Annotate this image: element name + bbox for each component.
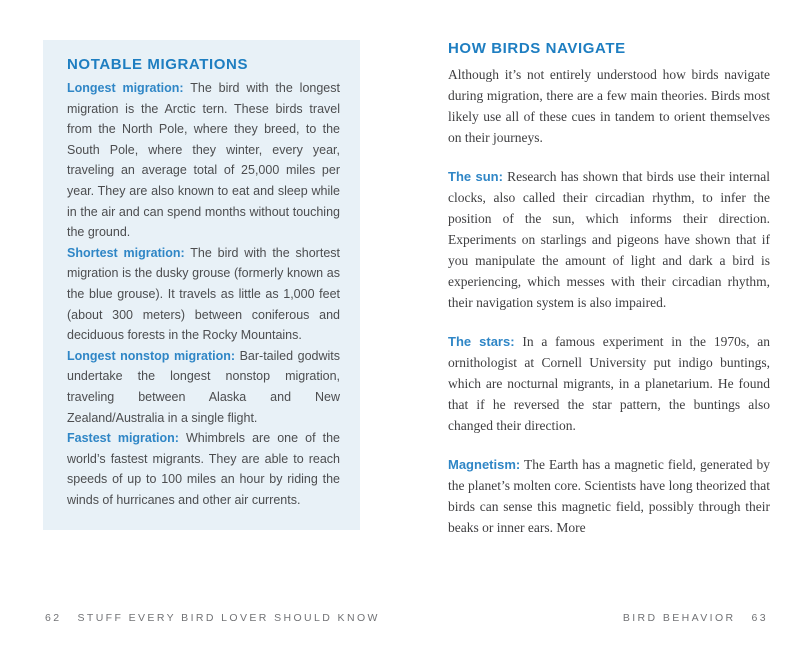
paragraph-label: The sun: <box>448 169 503 184</box>
how-birds-navigate-section <box>448 40 770 556</box>
infobox-title: NOTABLE MIGRATIONS <box>67 56 249 73</box>
book-title: STUFF EVERY BIRD LOVER SHOULD KNOW <box>77 612 380 624</box>
running-foot-left <box>45 612 380 624</box>
migration-entry-fastest <box>67 428 340 510</box>
notable-migrations-box <box>43 40 360 530</box>
section-title: HOW BIRDS NAVIGATE <box>448 40 626 57</box>
page-number-left: 62 <box>45 612 62 624</box>
migration-entry-longest <box>67 78 340 243</box>
entry-text: The bird with the shortest migration is the dusky grouse (formerly known as the blue grouse). It travels as little as 1,000 feet (about 300 meters) between coniferous and deciduous forests in the Rocky Mountains. <box>67 245 340 343</box>
chapter-title: BIRD BEHAVIOR <box>622 612 736 624</box>
paragraph-label: The stars: <box>448 334 515 349</box>
running-foot-right <box>623 612 768 624</box>
entry-label: Fastest migration: <box>67 431 179 446</box>
page-number-right: 63 <box>751 612 768 624</box>
entry-text: Bar-tailed godwits undertake the longest nonstop migration, traveling between Alaska and New Zealand/Australia in a single flight. <box>67 348 340 425</box>
paragraph-label: Magnetism: <box>448 457 521 472</box>
paragraph-text: The Earth has a magnetic field, generated by the planet’s molten core. Scientists have long theorized that birds can sense this magnetic field, possibly through their beaks or inner ears. More <box>448 457 770 535</box>
paragraph-text: Research has shown that birds use their internal clocks, also called their circadian rhythm, to infer the position of the sun, which informs their direction. Experiments on starlings and pigeons have shown that if you manipulate the amount of light and dark a bird is experiencing, which messes with their circadian rhythm, their navigation system is also impaired. <box>448 169 770 310</box>
entry-text: The bird with the longest migration is the Arctic tern. These birds travel from the North Pole, where they breed, to the South Pole, where they winter, every year, traveling an average total of 25,000 miles per year. They are also known to eat and sleep while in the air and can spend months without touching the ground. <box>67 81 340 240</box>
migration-entry-longest-nonstop <box>67 346 340 428</box>
paragraph-text: In a famous experiment in the 1970s, an ornithologist at Cornell University put indigo buntings, which are nocturnal migrants, in a planetarium. He found that if he reversed the star pattern, the buntings also changed their direction. <box>448 334 770 433</box>
entry-label: Longest migration: <box>67 81 184 95</box>
section-intro: Although it’s not entirely understood how birds navigate during migration, there are a few main theories. Birds most likely use all of these cues in tandem to orient themselves on their journeys. <box>448 67 770 145</box>
migration-entry-shortest <box>67 243 340 346</box>
paragraph-the-stars <box>448 331 770 436</box>
entry-label: Longest nonstop migration: <box>67 348 236 363</box>
paragraph-the-sun <box>448 166 770 313</box>
entry-label: Shortest migration: <box>67 245 185 260</box>
paragraph-magnetism <box>448 454 770 538</box>
entry-text: Whimbrels are one of the world’s fastest migrants. They are able to reach speeds of up to 100 miles an hour by riding the winds of hurricanes and other air currents. <box>67 431 340 507</box>
